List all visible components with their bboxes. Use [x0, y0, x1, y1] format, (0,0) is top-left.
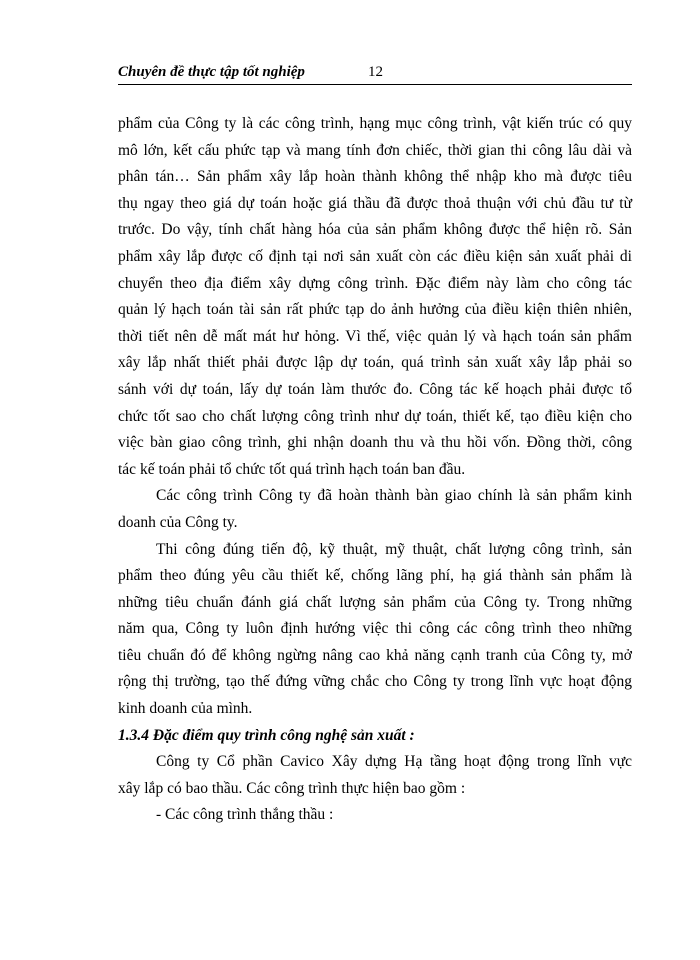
- body-text: [118, 111, 632, 829]
- text-line: tiêu chuẩn đó để không ngừng nâng cao khả năng cạnh tranh của Công ty, mở: [118, 646, 632, 664]
- header-title: Chuyên đề thực tập tốt nghiệp: [118, 64, 305, 80]
- text-line: phẩm của Công ty là các công trình, hạng mục công trình, vật kiến trúc có quy: [118, 115, 632, 132]
- text-line: rộng thị trường, tạo thế đứng vững chắc cho Công ty trong lĩnh vực hoạt động: [118, 673, 632, 691]
- section-heading: 1.3.4 Đặc điểm quy trình công nghệ sản xuất :: [118, 726, 415, 744]
- text-line: tác kế toán phải tổ chức tốt quá trình hạch toán ban đầu.: [118, 460, 466, 478]
- text-line: xây lắp có bao thầu. Các công trình thực hiện bao gồm :: [118, 779, 466, 797]
- text-line: chức tốt sao cho chất lượng công trình như dự toán, thiết kế, tạo điều kiện cho: [118, 407, 632, 425]
- text-line: quản lý hạch toán tài sản rất phức tạp do ảnh hưởng của điều kiện thiên nhiên,: [118, 301, 632, 319]
- text-line: Công ty Cổ phần Cavico Xây dựng Hạ tầng hoạt động trong lĩnh vực: [156, 753, 632, 771]
- text-line: sánh với dự toán, lấy dự toán làm thước đo. Công tác kế hoạch phải được tổ: [118, 380, 632, 398]
- page-header: [118, 64, 632, 86]
- text-line: phẩm xây lắp được cố định tại nơi sản xuất còn các điều kiện sản xuất phải di: [118, 247, 632, 265]
- text-line: phẩm theo đúng yêu cầu thiết kế, chống lãng phí, hạ giá thành sản phẩm là: [118, 567, 632, 585]
- text-line: mô lớn, kết cấu phức tạp và mang tính đơn chiếc, thời gian thi công lâu dài và: [118, 141, 632, 159]
- text-line: năm qua, Công ty luôn định hướng việc thi công các công trình theo những: [118, 620, 632, 638]
- text-line: những tiêu chuẩn đánh giá chất lượng sản phẩm của Công ty. Trong những: [118, 593, 632, 611]
- text-line: việc bàn giao công trình, ghi nhận doanh thu và thu hồi vốn. Đồng thời, công: [118, 434, 632, 452]
- text-line: kinh doanh của mình.: [118, 700, 253, 718]
- text-line: thời tiết nên dễ mất mát hư hỏng. Vì thế, việc quản lý và hạch toán sản phẩm: [118, 327, 632, 345]
- header-divider: [118, 84, 632, 85]
- text-line: trước. Do vậy, tính chất hàng hóa của sản phẩm không được thể hiện rõ. Sản: [118, 221, 632, 239]
- text-line: doanh của Công ty.: [118, 513, 238, 531]
- text-line: Thi công đúng tiến độ, kỹ thuật, mỹ thuật, chất lượng công trình, sản: [156, 540, 632, 558]
- text-line: phân tán… Sản phẩm xây lắp hoàn thành không thể nhập kho mà được tiêu: [118, 168, 632, 186]
- text-line: xây lắp nhất thiết phải được lập dự toán, quá trình sản xuất xây lắp phải so: [118, 354, 632, 372]
- list-item: - Các công trình thắng thầu :: [156, 806, 334, 824]
- text-line: chuyển theo địa điểm xây dựng công trình. Đặc điểm này làm cho công tác: [118, 274, 632, 292]
- text-line: thụ ngay theo giá dự toán hoặc giá thầu đã được thoả thuận với chủ đầu tư từ: [118, 194, 632, 212]
- text-line: Các công trình Công ty đã hoàn thành bàn giao chính là sản phẩm kinh: [156, 487, 632, 505]
- page-number: 12: [368, 64, 383, 80]
